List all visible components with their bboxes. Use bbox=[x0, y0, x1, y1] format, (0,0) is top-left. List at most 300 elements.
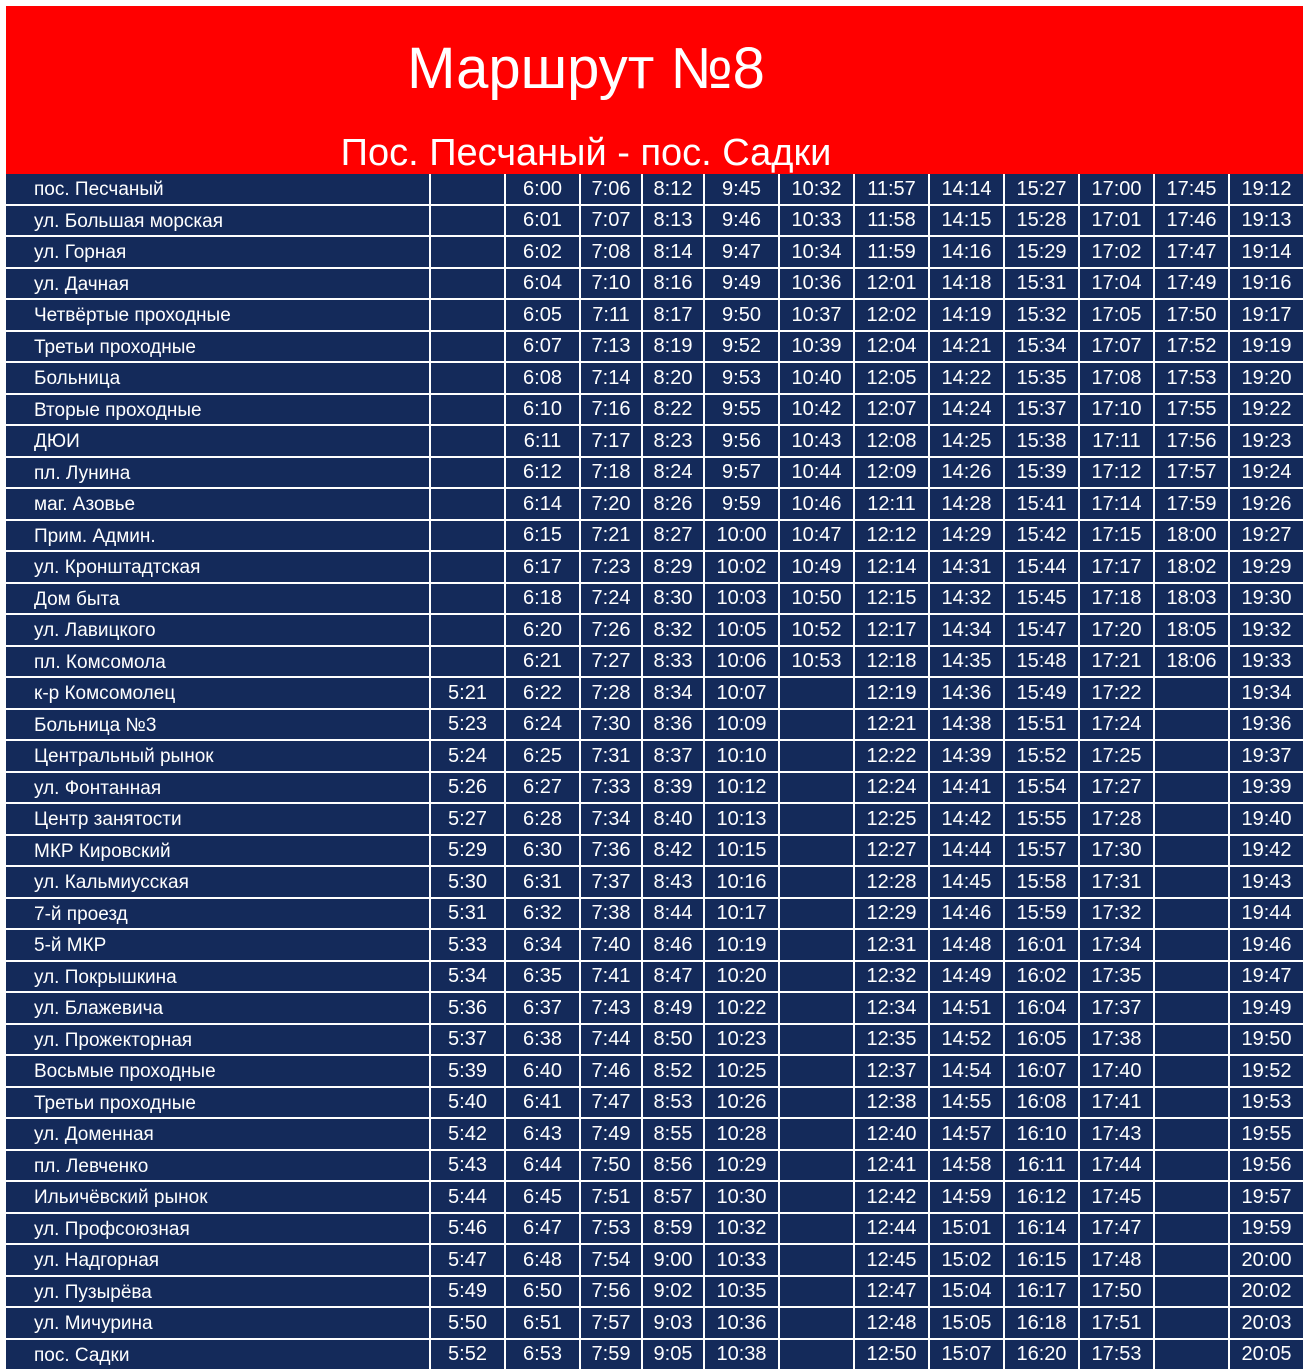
departure-time: 9:02 bbox=[642, 1276, 704, 1308]
departure-time: 15:47 bbox=[1004, 614, 1079, 646]
departure-time: 12:27 bbox=[854, 835, 929, 867]
departure-time: 10:12 bbox=[704, 772, 779, 804]
departure-time: 7:20 bbox=[580, 488, 642, 520]
departure-time: 10:02 bbox=[704, 551, 779, 583]
stop-name: к-р Комсомолец bbox=[6, 677, 430, 709]
departure-time: 5:23 bbox=[430, 709, 505, 741]
departure-time: 12:48 bbox=[854, 1307, 929, 1339]
departure-time: 9:05 bbox=[642, 1339, 704, 1371]
departure-time: 10:23 bbox=[704, 1024, 779, 1056]
departure-time: 12:34 bbox=[854, 992, 929, 1024]
departure-time: 19:53 bbox=[1229, 1087, 1304, 1119]
departure-time: 8:27 bbox=[642, 520, 704, 552]
departure-time: 15:42 bbox=[1004, 520, 1079, 552]
stop-name: Вторые проходные bbox=[6, 394, 430, 426]
departure-time: 12:40 bbox=[854, 1118, 929, 1150]
departure-time: 10:39 bbox=[779, 331, 854, 363]
departure-time: 8:16 bbox=[642, 268, 704, 300]
table-row bbox=[6, 425, 1304, 457]
empty-time-cell bbox=[430, 205, 505, 237]
departure-time: 9:52 bbox=[704, 331, 779, 363]
departure-time: 6:27 bbox=[505, 772, 580, 804]
table-row bbox=[6, 961, 1304, 993]
empty-time-cell bbox=[779, 709, 854, 741]
departure-time: 17:50 bbox=[1154, 299, 1229, 331]
departure-time: 7:06 bbox=[580, 174, 642, 205]
departure-time: 14:14 bbox=[929, 174, 1004, 205]
departure-time: 12:02 bbox=[854, 299, 929, 331]
empty-time-cell bbox=[779, 866, 854, 898]
departure-time: 10:30 bbox=[704, 1181, 779, 1213]
departure-time: 14:32 bbox=[929, 583, 1004, 615]
table-row bbox=[6, 992, 1304, 1024]
table-row bbox=[6, 740, 1304, 772]
departure-time: 17:05 bbox=[1079, 299, 1154, 331]
stop-name: ул. Доменная bbox=[6, 1118, 430, 1150]
empty-time-cell bbox=[1154, 677, 1229, 709]
departure-time: 15:45 bbox=[1004, 583, 1079, 615]
departure-time: 12:50 bbox=[854, 1339, 929, 1371]
empty-time-cell bbox=[1154, 1339, 1229, 1371]
departure-time: 17:35 bbox=[1079, 961, 1154, 993]
table-row bbox=[6, 236, 1304, 268]
stop-name: Центральный рынок bbox=[6, 740, 430, 772]
departure-time: 10:20 bbox=[704, 961, 779, 993]
departure-time: 8:56 bbox=[642, 1150, 704, 1182]
table-row bbox=[6, 866, 1304, 898]
departure-time: 10:40 bbox=[779, 362, 854, 394]
departure-time: 15:37 bbox=[1004, 394, 1079, 426]
departure-time: 8:29 bbox=[642, 551, 704, 583]
departure-time: 16:17 bbox=[1004, 1276, 1079, 1308]
departure-time: 17:49 bbox=[1154, 268, 1229, 300]
departure-time: 10:53 bbox=[779, 646, 854, 678]
empty-time-cell bbox=[1154, 1307, 1229, 1339]
empty-time-cell bbox=[779, 992, 854, 1024]
departure-time: 7:13 bbox=[580, 331, 642, 363]
departure-time: 17:37 bbox=[1079, 992, 1154, 1024]
empty-time-cell bbox=[779, 1024, 854, 1056]
departure-time: 10:28 bbox=[704, 1118, 779, 1150]
departure-time: 14:39 bbox=[929, 740, 1004, 772]
route-title: Маршрут №8 bbox=[407, 36, 765, 101]
departure-time: 15:55 bbox=[1004, 803, 1079, 835]
stop-name: ул. Большая морская bbox=[6, 205, 430, 237]
departure-time: 8:49 bbox=[642, 992, 704, 1024]
departure-time: 6:02 bbox=[505, 236, 580, 268]
table-row bbox=[6, 646, 1304, 678]
departure-time: 18:03 bbox=[1154, 583, 1229, 615]
departure-time: 8:37 bbox=[642, 740, 704, 772]
departure-time: 10:09 bbox=[704, 709, 779, 741]
stop-name: Четвёртые проходные bbox=[6, 299, 430, 331]
departure-time: 10:00 bbox=[704, 520, 779, 552]
stop-name: Третьи проходные bbox=[6, 1087, 430, 1119]
departure-time: 7:33 bbox=[580, 772, 642, 804]
departure-time: 17:59 bbox=[1154, 488, 1229, 520]
departure-time: 19:44 bbox=[1229, 898, 1304, 930]
departure-time: 12:41 bbox=[854, 1150, 929, 1182]
departure-time: 15:34 bbox=[1004, 331, 1079, 363]
departure-time: 7:18 bbox=[580, 457, 642, 489]
departure-time: 19:43 bbox=[1229, 866, 1304, 898]
departure-time: 14:21 bbox=[929, 331, 1004, 363]
departure-time: 6:00 bbox=[505, 174, 580, 205]
departure-time: 17:34 bbox=[1079, 929, 1154, 961]
departure-time: 17:38 bbox=[1079, 1024, 1154, 1056]
departure-time: 17:53 bbox=[1154, 362, 1229, 394]
departure-time: 10:29 bbox=[704, 1150, 779, 1182]
departure-time: 14:52 bbox=[929, 1024, 1004, 1056]
table-row bbox=[6, 1244, 1304, 1276]
departure-time: 5:52 bbox=[430, 1339, 505, 1371]
stop-name: Ильичёвский рынок bbox=[6, 1181, 430, 1213]
departure-time: 9:56 bbox=[704, 425, 779, 457]
departure-time: 17:14 bbox=[1079, 488, 1154, 520]
departure-time: 19:39 bbox=[1229, 772, 1304, 804]
departure-time: 5:33 bbox=[430, 929, 505, 961]
departure-time: 5:44 bbox=[430, 1181, 505, 1213]
departure-time: 11:57 bbox=[854, 174, 929, 205]
departure-time: 8:52 bbox=[642, 1055, 704, 1087]
departure-time: 16:10 bbox=[1004, 1118, 1079, 1150]
departure-time: 10:33 bbox=[779, 205, 854, 237]
departure-time: 19:12 bbox=[1229, 174, 1304, 205]
empty-time-cell bbox=[1154, 803, 1229, 835]
departure-time: 7:43 bbox=[580, 992, 642, 1024]
table-row bbox=[6, 1118, 1304, 1150]
stop-name: Больница bbox=[6, 362, 430, 394]
departure-time: 12:21 bbox=[854, 709, 929, 741]
departure-time: 12:19 bbox=[854, 677, 929, 709]
departure-time: 15:28 bbox=[1004, 205, 1079, 237]
departure-time: 5:26 bbox=[430, 772, 505, 804]
departure-time: 5:42 bbox=[430, 1118, 505, 1150]
departure-time: 17:52 bbox=[1154, 331, 1229, 363]
departure-time: 10:37 bbox=[779, 299, 854, 331]
departure-time: 14:28 bbox=[929, 488, 1004, 520]
stop-name: ул. Мичурина bbox=[6, 1307, 430, 1339]
departure-time: 15:32 bbox=[1004, 299, 1079, 331]
departure-time: 15:31 bbox=[1004, 268, 1079, 300]
departure-time: 6:44 bbox=[505, 1150, 580, 1182]
empty-time-cell bbox=[430, 551, 505, 583]
departure-time: 17:22 bbox=[1079, 677, 1154, 709]
departure-time: 14:48 bbox=[929, 929, 1004, 961]
departure-time: 14:26 bbox=[929, 457, 1004, 489]
stop-name: маг. Азовье bbox=[6, 488, 430, 520]
departure-time: 7:23 bbox=[580, 551, 642, 583]
empty-time-cell bbox=[1154, 1181, 1229, 1213]
departure-time: 12:04 bbox=[854, 331, 929, 363]
departure-time: 15:29 bbox=[1004, 236, 1079, 268]
departure-time: 19:40 bbox=[1229, 803, 1304, 835]
departure-time: 6:15 bbox=[505, 520, 580, 552]
departure-time: 7:11 bbox=[580, 299, 642, 331]
departure-time: 7:28 bbox=[580, 677, 642, 709]
departure-time: 7:56 bbox=[580, 1276, 642, 1308]
departure-time: 7:21 bbox=[580, 520, 642, 552]
departure-time: 5:47 bbox=[430, 1244, 505, 1276]
stop-name: ул. Горная bbox=[6, 236, 430, 268]
departure-time: 12:32 bbox=[854, 961, 929, 993]
departure-time: 15:07 bbox=[929, 1339, 1004, 1371]
table-row bbox=[6, 551, 1304, 583]
departure-time: 17:45 bbox=[1154, 174, 1229, 205]
departure-time: 8:53 bbox=[642, 1087, 704, 1119]
departure-time: 14:46 bbox=[929, 898, 1004, 930]
departure-time: 17:47 bbox=[1079, 1213, 1154, 1245]
departure-time: 11:58 bbox=[854, 205, 929, 237]
departure-time: 10:50 bbox=[779, 583, 854, 615]
departure-time: 5:24 bbox=[430, 740, 505, 772]
departure-time: 6:24 bbox=[505, 709, 580, 741]
departure-time: 6:25 bbox=[505, 740, 580, 772]
departure-time: 5:27 bbox=[430, 803, 505, 835]
empty-time-cell bbox=[1154, 709, 1229, 741]
departure-time: 14:15 bbox=[929, 205, 1004, 237]
departure-time: 7:47 bbox=[580, 1087, 642, 1119]
table-row bbox=[6, 520, 1304, 552]
departure-time: 8:14 bbox=[642, 236, 704, 268]
departure-time: 7:16 bbox=[580, 394, 642, 426]
empty-time-cell bbox=[430, 583, 505, 615]
departure-time: 9:45 bbox=[704, 174, 779, 205]
table-row bbox=[6, 709, 1304, 741]
departure-time: 10:22 bbox=[704, 992, 779, 1024]
departure-time: 19:57 bbox=[1229, 1181, 1304, 1213]
departure-time: 7:51 bbox=[580, 1181, 642, 1213]
departure-time: 17:47 bbox=[1154, 236, 1229, 268]
departure-time: 7:36 bbox=[580, 835, 642, 867]
departure-time: 19:42 bbox=[1229, 835, 1304, 867]
empty-time-cell bbox=[779, 1150, 854, 1182]
departure-time: 10:47 bbox=[779, 520, 854, 552]
departure-time: 18:05 bbox=[1154, 614, 1229, 646]
departure-time: 12:05 bbox=[854, 362, 929, 394]
departure-time: 14:38 bbox=[929, 709, 1004, 741]
departure-time: 10:06 bbox=[704, 646, 779, 678]
departure-time: 17:15 bbox=[1079, 520, 1154, 552]
departure-time: 17:45 bbox=[1079, 1181, 1154, 1213]
empty-time-cell bbox=[430, 362, 505, 394]
departure-time: 17:27 bbox=[1079, 772, 1154, 804]
departure-time: 17:51 bbox=[1079, 1307, 1154, 1339]
table-row bbox=[6, 803, 1304, 835]
table-row bbox=[6, 268, 1304, 300]
departure-time: 17:41 bbox=[1079, 1087, 1154, 1119]
departure-time: 6:10 bbox=[505, 394, 580, 426]
departure-time: 15:41 bbox=[1004, 488, 1079, 520]
departure-time: 16:08 bbox=[1004, 1087, 1079, 1119]
departure-time: 6:18 bbox=[505, 583, 580, 615]
departure-time: 8:19 bbox=[642, 331, 704, 363]
table-row bbox=[6, 677, 1304, 709]
departure-time: 17:04 bbox=[1079, 268, 1154, 300]
departure-time: 17:32 bbox=[1079, 898, 1154, 930]
departure-time: 6:34 bbox=[505, 929, 580, 961]
departure-time: 17:56 bbox=[1154, 425, 1229, 457]
table-row bbox=[6, 362, 1304, 394]
departure-time: 16:02 bbox=[1004, 961, 1079, 993]
departure-time: 6:17 bbox=[505, 551, 580, 583]
departure-time: 6:22 bbox=[505, 677, 580, 709]
departure-time: 20:02 bbox=[1229, 1276, 1304, 1308]
departure-time: 12:07 bbox=[854, 394, 929, 426]
departure-time: 15:49 bbox=[1004, 677, 1079, 709]
stop-name: Прим. Админ. bbox=[6, 520, 430, 552]
departure-time: 17:57 bbox=[1154, 457, 1229, 489]
departure-time: 16:04 bbox=[1004, 992, 1079, 1024]
departure-time: 10:49 bbox=[779, 551, 854, 583]
departure-time: 16:07 bbox=[1004, 1055, 1079, 1087]
departure-time: 19:34 bbox=[1229, 677, 1304, 709]
departure-time: 10:36 bbox=[704, 1307, 779, 1339]
departure-time: 12:44 bbox=[854, 1213, 929, 1245]
table-row bbox=[6, 1213, 1304, 1245]
departure-time: 10:07 bbox=[704, 677, 779, 709]
empty-time-cell bbox=[430, 268, 505, 300]
table-row bbox=[6, 1339, 1304, 1371]
schedule-body bbox=[6, 174, 1304, 1370]
departure-time: 14:51 bbox=[929, 992, 1004, 1024]
departure-time: 10:35 bbox=[704, 1276, 779, 1308]
departure-time: 7:40 bbox=[580, 929, 642, 961]
empty-time-cell bbox=[1154, 866, 1229, 898]
departure-time: 10:52 bbox=[779, 614, 854, 646]
empty-time-cell bbox=[1154, 1024, 1229, 1056]
empty-time-cell bbox=[779, 929, 854, 961]
departure-time: 5:34 bbox=[430, 961, 505, 993]
departure-time: 14:18 bbox=[929, 268, 1004, 300]
table-row bbox=[6, 1087, 1304, 1119]
table-row bbox=[6, 394, 1304, 426]
table-row bbox=[6, 299, 1304, 331]
empty-time-cell bbox=[779, 1055, 854, 1087]
departure-time: 15:52 bbox=[1004, 740, 1079, 772]
departure-time: 8:34 bbox=[642, 677, 704, 709]
departure-time: 17:55 bbox=[1154, 394, 1229, 426]
departure-time: 12:11 bbox=[854, 488, 929, 520]
table-row bbox=[6, 1024, 1304, 1056]
stop-name: Третьи проходные bbox=[6, 331, 430, 363]
empty-time-cell bbox=[430, 236, 505, 268]
departure-time: 17:11 bbox=[1079, 425, 1154, 457]
departure-time: 10:43 bbox=[779, 425, 854, 457]
departure-time: 15:58 bbox=[1004, 866, 1079, 898]
departure-time: 15:27 bbox=[1004, 174, 1079, 205]
departure-time: 7:49 bbox=[580, 1118, 642, 1150]
departure-time: 8:59 bbox=[642, 1213, 704, 1245]
departure-time: 5:36 bbox=[430, 992, 505, 1024]
departure-time: 9:46 bbox=[704, 205, 779, 237]
departure-time: 15:48 bbox=[1004, 646, 1079, 678]
table-row bbox=[6, 898, 1304, 930]
departure-time: 7:53 bbox=[580, 1213, 642, 1245]
departure-time: 19:56 bbox=[1229, 1150, 1304, 1182]
departure-time: 6:08 bbox=[505, 362, 580, 394]
departure-time: 15:57 bbox=[1004, 835, 1079, 867]
route-subtitle: Пос. Песчаный - пос. Садки bbox=[340, 132, 832, 174]
stop-name: Восьмые проходные bbox=[6, 1055, 430, 1087]
departure-time: 7:26 bbox=[580, 614, 642, 646]
stop-name: 5-й МКР bbox=[6, 929, 430, 961]
departure-time: 5:46 bbox=[430, 1213, 505, 1245]
departure-time: 14:19 bbox=[929, 299, 1004, 331]
departure-time: 9:49 bbox=[704, 268, 779, 300]
empty-time-cell bbox=[779, 961, 854, 993]
departure-time: 7:14 bbox=[580, 362, 642, 394]
departure-time: 8:23 bbox=[642, 425, 704, 457]
departure-time: 14:22 bbox=[929, 362, 1004, 394]
departure-time: 15:35 bbox=[1004, 362, 1079, 394]
departure-time: 16:15 bbox=[1004, 1244, 1079, 1276]
departure-time: 6:14 bbox=[505, 488, 580, 520]
empty-time-cell bbox=[430, 646, 505, 678]
departure-time: 15:44 bbox=[1004, 551, 1079, 583]
empty-time-cell bbox=[1154, 1276, 1229, 1308]
table-row bbox=[6, 1307, 1304, 1339]
stop-name: ул. Покрышкина bbox=[6, 961, 430, 993]
departure-time: 8:47 bbox=[642, 961, 704, 993]
departure-time: 19:26 bbox=[1229, 488, 1304, 520]
departure-time: 19:33 bbox=[1229, 646, 1304, 678]
departure-time: 6:21 bbox=[505, 646, 580, 678]
departure-time: 9:55 bbox=[704, 394, 779, 426]
departure-time: 14:49 bbox=[929, 961, 1004, 993]
departure-time: 19:30 bbox=[1229, 583, 1304, 615]
table-row bbox=[6, 835, 1304, 867]
empty-time-cell bbox=[1154, 898, 1229, 930]
departure-time: 19:14 bbox=[1229, 236, 1304, 268]
departure-time: 16:12 bbox=[1004, 1181, 1079, 1213]
departure-time: 12:42 bbox=[854, 1181, 929, 1213]
departure-time: 12:12 bbox=[854, 520, 929, 552]
departure-time: 5:39 bbox=[430, 1055, 505, 1087]
departure-time: 10:13 bbox=[704, 803, 779, 835]
stop-name: ул. Надгорная bbox=[6, 1244, 430, 1276]
departure-time: 6:45 bbox=[505, 1181, 580, 1213]
departure-time: 15:54 bbox=[1004, 772, 1079, 804]
departure-time: 14:55 bbox=[929, 1087, 1004, 1119]
route-header bbox=[6, 6, 1303, 174]
departure-time: 10:10 bbox=[704, 740, 779, 772]
departure-time: 8:42 bbox=[642, 835, 704, 867]
departure-time: 7:31 bbox=[580, 740, 642, 772]
departure-time: 11:59 bbox=[854, 236, 929, 268]
departure-time: 10:44 bbox=[779, 457, 854, 489]
departure-time: 6:47 bbox=[505, 1213, 580, 1245]
stop-name: Центр занятости bbox=[6, 803, 430, 835]
departure-time: 17:20 bbox=[1079, 614, 1154, 646]
departure-time: 14:44 bbox=[929, 835, 1004, 867]
table-row bbox=[6, 488, 1304, 520]
stop-name: ул. Пузырёва bbox=[6, 1276, 430, 1308]
empty-time-cell bbox=[779, 677, 854, 709]
departure-time: 7:57 bbox=[580, 1307, 642, 1339]
departure-time: 5:21 bbox=[430, 677, 505, 709]
departure-time: 14:45 bbox=[929, 866, 1004, 898]
departure-time: 9:03 bbox=[642, 1307, 704, 1339]
departure-time: 6:20 bbox=[505, 614, 580, 646]
departure-time: 19:37 bbox=[1229, 740, 1304, 772]
departure-time: 12:08 bbox=[854, 425, 929, 457]
departure-time: 8:12 bbox=[642, 174, 704, 205]
departure-time: 17:00 bbox=[1079, 174, 1154, 205]
empty-time-cell bbox=[1154, 1244, 1229, 1276]
departure-time: 14:36 bbox=[929, 677, 1004, 709]
departure-time: 19:47 bbox=[1229, 961, 1304, 993]
